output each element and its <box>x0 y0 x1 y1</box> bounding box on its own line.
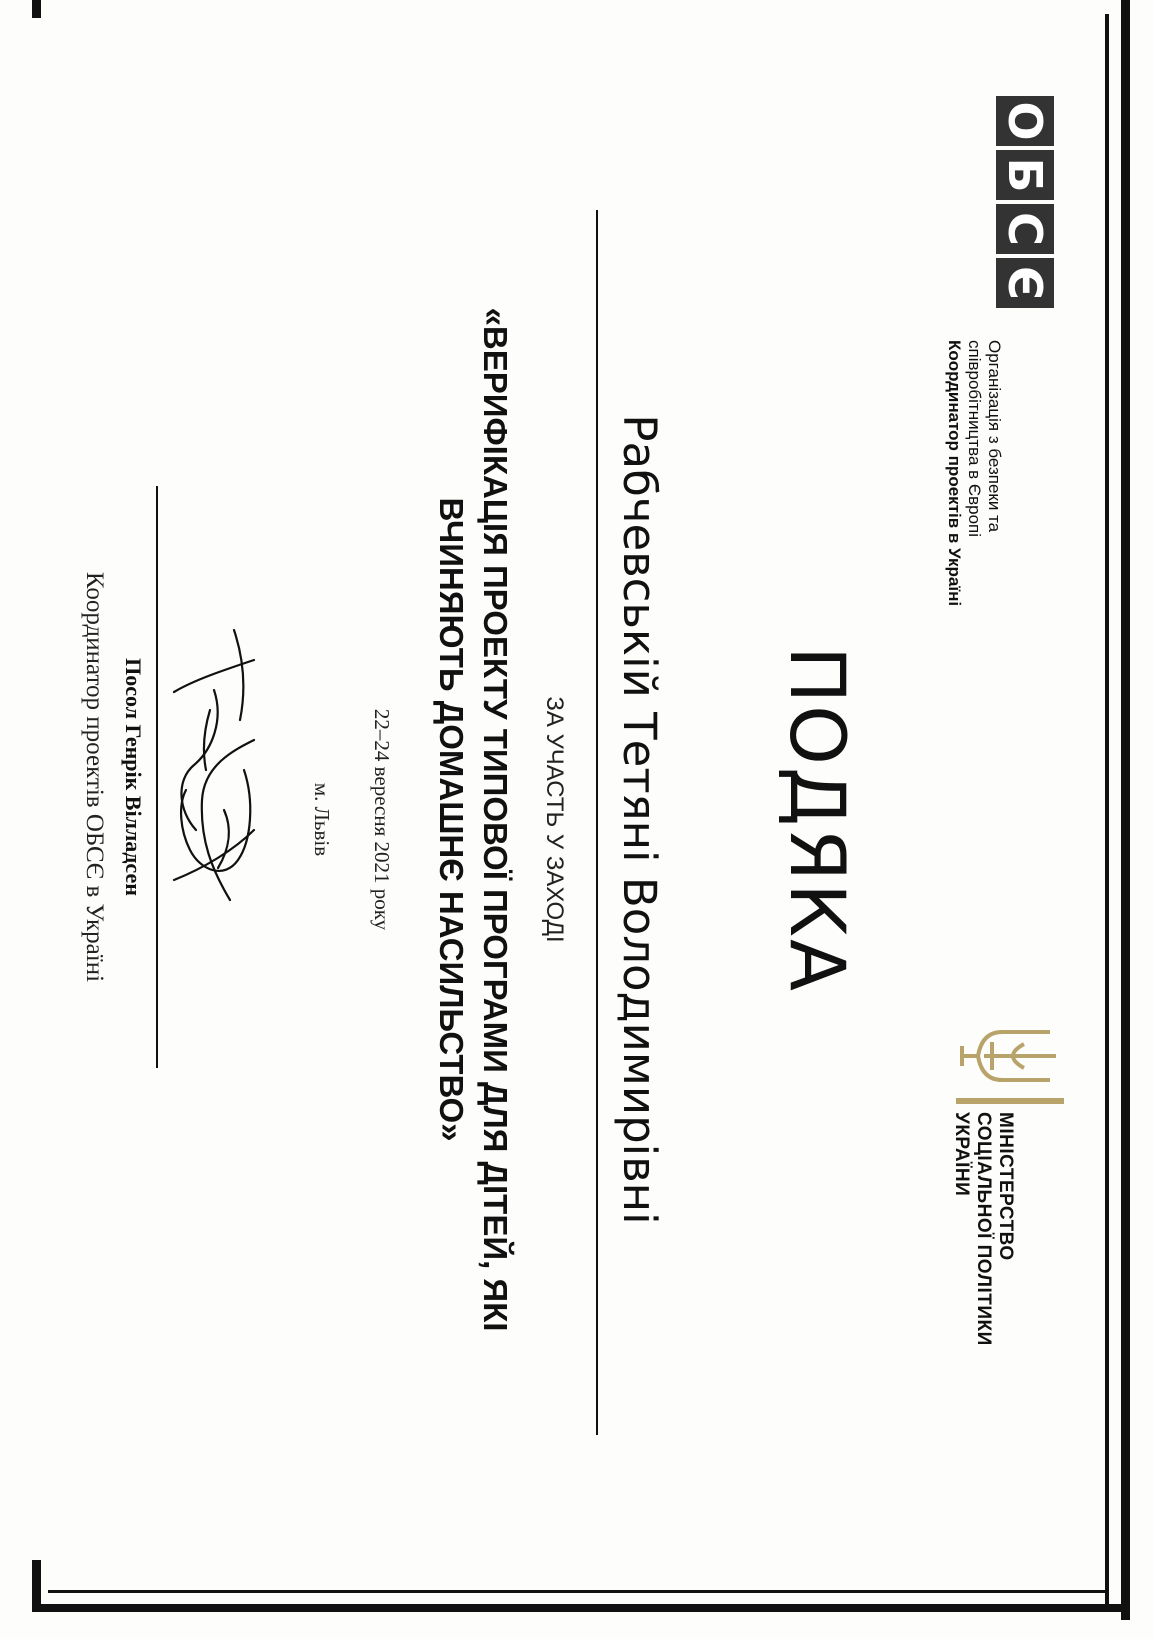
signature-line <box>156 486 158 1068</box>
osce-letter-4: Є <box>996 258 1054 308</box>
signature-image <box>164 600 274 930</box>
trident-icon <box>954 1020 1064 1092</box>
recipient-underline <box>596 210 598 1435</box>
osce-name-line2: співробітництва в Європі <box>965 340 984 538</box>
recipient-name: Рабчевській Тетяні Володимирівні <box>613 414 666 1225</box>
event-city: м. Львів <box>310 782 334 857</box>
ministry-divider <box>956 1098 1064 1104</box>
participation-label: ЗА УЧАСТЬ У ЗАХОДІ <box>541 696 568 943</box>
osce-letter-2: Б <box>996 150 1054 200</box>
ministry-line1: МІНІСТЕРСТВО <box>995 1112 1016 1261</box>
event-title-line1: «ВЕРИФІКАЦІЯ ПРОЕКТУ ТИПОВОЇ ПРОГРАМИ ДЛЯ ДІТЕЙ, ЯКІ <box>477 307 514 1332</box>
event-title-line2: ВЧИНЯЮТЬ ДОМАШНЄ НАСИЛЬСТВО» <box>433 497 470 1142</box>
ministry-line2: СОЦІАЛЬНОЇ ПОЛІТИКИ <box>973 1112 994 1346</box>
osce-letter-3: С <box>996 204 1054 254</box>
event-dates: 22–24 вересня 2021 року <box>370 708 394 931</box>
signatory-name: Посол Генрік Вілладсен <box>121 658 146 896</box>
osce-name-line3: Координатор проектів в Україні <box>945 340 964 607</box>
ministry-line3: УКРАЇНИ <box>951 1112 972 1197</box>
osce-letter-1: О <box>996 96 1054 146</box>
osce-name-line1: Організація з безпеки та <box>985 340 1004 533</box>
certificate-title: ПОДЯКА <box>773 645 862 994</box>
signatory-position: Координатор проектів ОБСЄ в Україні <box>81 571 108 983</box>
